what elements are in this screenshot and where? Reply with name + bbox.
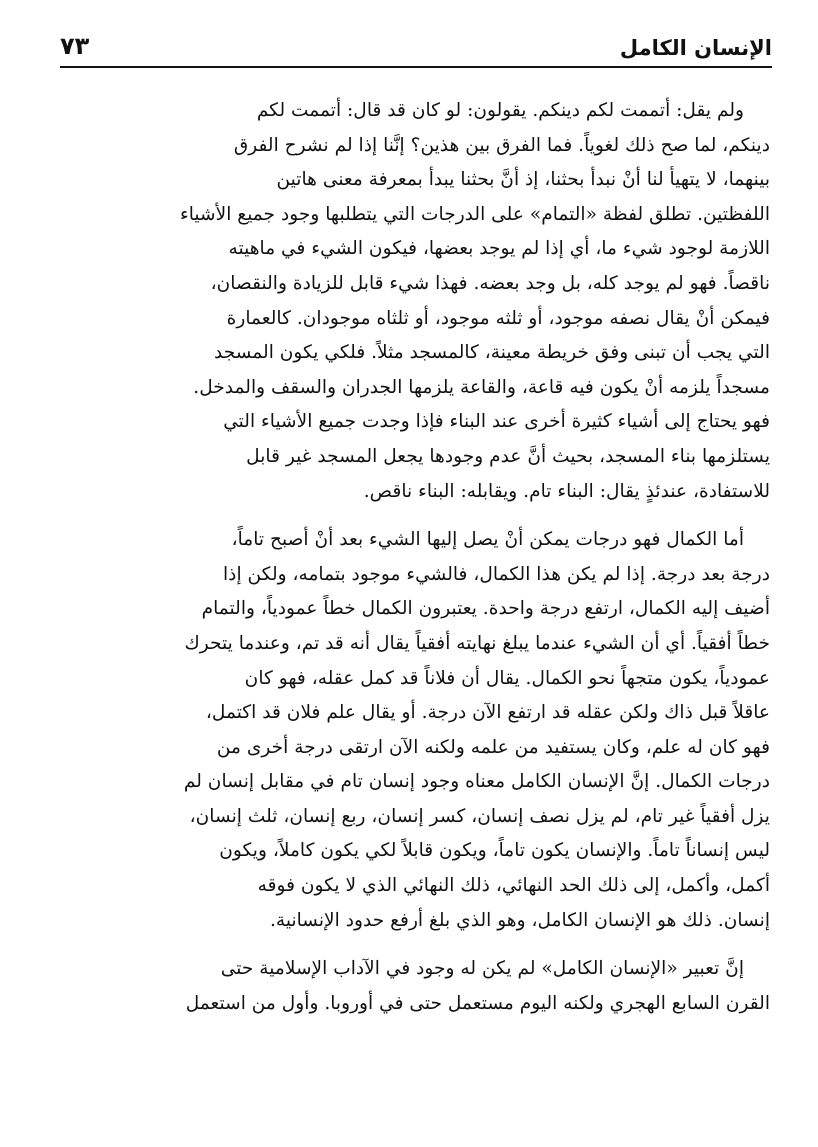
- text-line: عاقلاً قبل ذاك ولكن عقله قد ارتفع الآن درجة. أو يقال علم فلان قد اكتمل،: [205, 702, 770, 724]
- text-line: فهو يحتاج إلى أشياء كثيرة أخرى عند البناء فإذا وجدت جميع الأشياء التي: [223, 411, 770, 433]
- text-line: فهو كان له علم، وكان يستفيد من علمه ولكنه الآن ارتقى درجة أخرى من: [216, 736, 770, 758]
- text-line: التي يجب أن تبنى وفق خريطة معينة، كالمسجد مثلاً. فلكي يكون المسجد: [213, 342, 770, 364]
- text-line: أضيف إليه الكمال، ارتفع درجة واحدة. يعتبرون الكمال خطاً عمودياً، والتمام: [201, 598, 770, 620]
- paragraph-3: [68, 952, 770, 1021]
- page-header: [60, 26, 772, 68]
- text-line: يستلزمها بناء المسجد، بحيث أنَّ عدم وجودها يجعل المسجد غير قابل: [246, 445, 770, 467]
- text-line: درجة بعد درجة. إذا لم يكن هذا الكمال، فالشيء موجود بتمامه، ولكن إذا: [223, 563, 770, 585]
- text-line: يزل أفقياً غير تام، لم يزل نصف إنسان، كسر إنسان، ربع إنسان، ثلث إنسان،: [189, 805, 770, 827]
- paragraph-2: [68, 523, 770, 938]
- text-line: فيمكن أنْ يقال نصفه موجود، أو ثلثه موجود، أو ثلثاه موجودان. كالعمارة: [226, 307, 770, 329]
- text-line: عمودياً، يكون متجهاً نحو الكمال. يقال أن فلاناً قد كمل عقله، فهو كان: [244, 667, 770, 689]
- text-line: مسجداً يلزمه أنْ يكون فيه قاعة، والقاعة يلزمها الجدران والسقف والمدخل.: [193, 376, 770, 398]
- text-line: درجات الكمال. إنَّ الإنسان الكامل معناه وجود إنسان تام في مقابل إنسان لم: [183, 771, 770, 793]
- text-line: دينكم، لما صح ذلك لغوياً. فما الفرق بين هذين؟ إنَّنا إذا لم نشرح الفرق: [233, 134, 770, 156]
- text-line: للاستفادة، عندئذٍ يقال: البناء تام. ويقابله: البناء ناقص.: [363, 480, 770, 502]
- page-body: [68, 94, 770, 1021]
- text-line: إنَّ تعبير «الإنسان الكامل» لم يكن له وجود في الآداب الإسلامية حتى: [220, 958, 744, 980]
- text-line: ولم يقل: أتممت لكم دينكم. يقولون: لو كان قد قال: أتممت لكم: [256, 100, 744, 121]
- text-line: القرن السابع الهجري ولكنه اليوم مستعمل حتى في أوروبا. وأول من استعمل: [185, 992, 770, 1014]
- paragraph-1: [68, 94, 770, 509]
- text-line: أكمل، وأكمل، إلى ذلك الحد النهائي، ذلك النهائي الذي لا يكون فوقه: [257, 875, 770, 897]
- text-line: خطاً أفقياً. أي أن الشيء عندما يبلغ نهايته أفقياً يقال أنه قد تم، وعندما يتحرك: [184, 632, 770, 654]
- running-header-title: الإنسان الكامل: [619, 36, 772, 60]
- page-number: ٧٣: [60, 32, 90, 60]
- text-line: ليس إنساناً تاماً. والإنسان يكون تاماً، ويكون قابلاً لكي يكون كاملاً، ويكون: [219, 840, 770, 862]
- text-line: اللفظتين. تطلق لفظة «التمام» على الدرجات التي يتطلبها وجود جميع الأشياء: [180, 203, 770, 225]
- text-line: اللازمة لوجود شيء ما، أي إذا لم يوجد بعضها، فيكون الشيء في ماهيته: [228, 238, 770, 260]
- text-line: إنسان. ذلك هو الإنسان الكامل، وهو الذي بلغ أرفع حدود الإنسانية.: [269, 909, 770, 931]
- text-line: أما الكمال فهو درجات يمكن أنْ يصل إليها الشيء بعد أنْ أصبح تاماً،: [231, 529, 744, 551]
- text-line: ناقصاً. فهو لم يوجد كله، بل وجد بعضه. فهذا شيء قابل للزيادة والنقصان،: [210, 272, 770, 294]
- text-line: بينهما، لا يتهيأ لنا أنْ نبدأ بحثنا، إذ أنَّ بحثنا يبدأ بمعرفة معنى هاتين: [276, 169, 770, 191]
